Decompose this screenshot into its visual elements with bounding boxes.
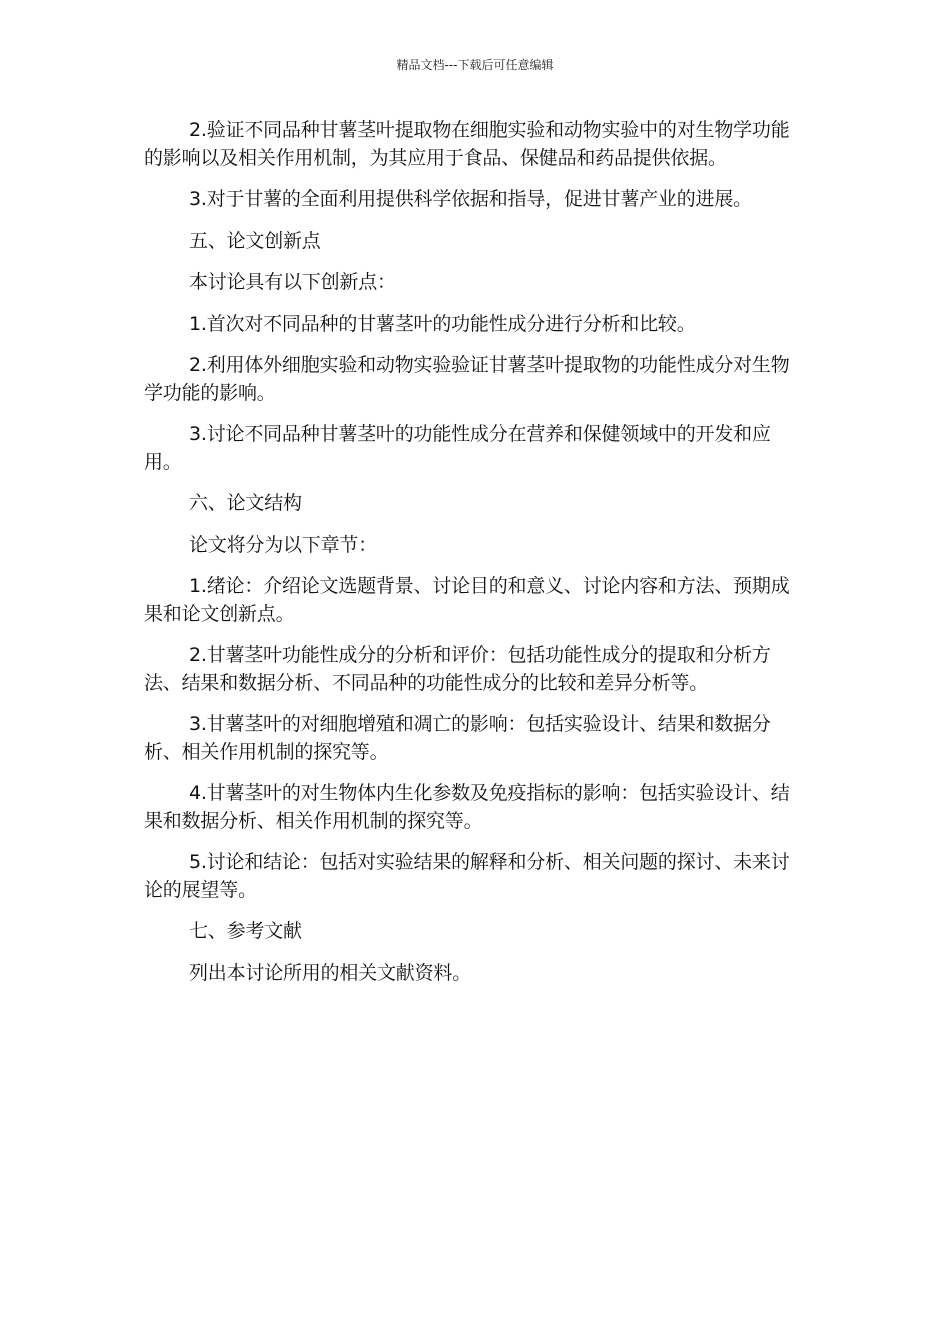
objective-2-paragraph: 2.验证不同品种甘薯茎叶提取物在细胞实验和动物实验中的对生物学功能的影响以及相关作用机制，为其应用于食品、保健品和药品提供依据。 [144, 119, 790, 169]
document-body [144, 117, 800, 1001]
chapter-4-paragraph: 4.甘薯茎叶的对生物体内生化参数及免疫指标的影响：包括实验设计、结果和数据分析、相关作用机制的探究等。 [144, 782, 790, 832]
innovation-3-paragraph: 3.讨论不同品种甘薯茎叶的功能性成分在营养和保健领域中的开发和应用。 [144, 423, 771, 473]
section-heading-innovation: 五、论文创新点 [189, 229, 321, 252]
chapter-2-paragraph: 2.甘薯茎叶功能性成分的分析和评价：包括功能性成分的提取和分析方法、结果和数据分析、不同品种的功能性成分的比较和差异分析等。 [144, 644, 771, 694]
innovation-2-paragraph: 2.利用体外细胞实验和动物实验验证甘薯茎叶提取物的功能性成分对生物学功能的影响。 [144, 354, 790, 404]
structure-intro-paragraph: 论文将分为以下章节： [189, 533, 378, 556]
objective-3-paragraph: 3.对于甘薯的全面利用提供科学依据和指导，促进甘薯产业的进展。 [189, 188, 752, 210]
chapter-1-paragraph: 1.绪论：介绍论文选题背景、讨论目的和意义、讨论内容和方法、预期成果和论文创新点。 [144, 575, 790, 625]
chapter-5-paragraph: 5.讨论和结论：包括对实验结果的解释和分析、相关问题的探讨、未来讨论的展望等。 [144, 851, 790, 901]
references-paragraph: 列出本讨论所用的相关文献资料。 [189, 961, 472, 984]
innovation-intro-paragraph: 本讨论具有以下创新点： [189, 271, 396, 293]
section-heading-structure: 六、论文结构 [189, 492, 302, 514]
section-heading-references: 七、参考文献 [189, 920, 302, 942]
innovation-1-paragraph: 1.首次对不同品种的甘薯茎叶的功能性成分进行分析和比较。 [189, 312, 696, 335]
chapter-3-paragraph: 3.甘薯茎叶的对细胞增殖和凋亡的影响：包括实验设计、结果和数据分析、相关作用机制的探究等。 [144, 713, 771, 763]
page-header: 精品文档---下载后可任意编辑 [396, 58, 554, 72]
